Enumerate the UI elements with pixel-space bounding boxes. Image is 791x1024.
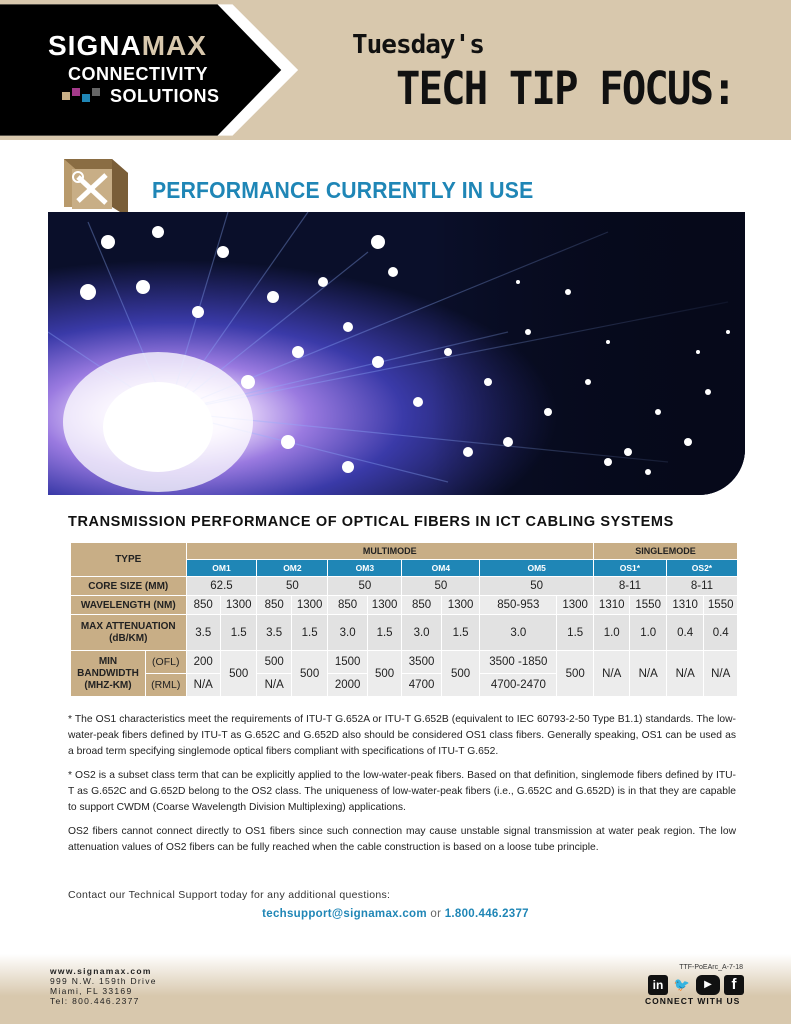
table-cell: 3.0: [480, 615, 557, 651]
table-cell: 8-11: [666, 577, 737, 596]
table-cell: 1.5: [291, 615, 327, 651]
table-cell: N/A: [630, 651, 666, 697]
table-cell: N/A: [186, 674, 220, 697]
table-row-attenuation: [71, 615, 738, 651]
class-header-os1: OS1*: [593, 560, 666, 577]
class-header-om2: OM2: [257, 560, 328, 577]
logo-square-icon: [62, 92, 70, 100]
table-cell: 500: [257, 651, 291, 674]
row-label-ofl: (OFL): [145, 651, 186, 674]
note-os2: * OS2 is a subset class term that can be explicitly applied to the low-water-peak fibers. Based on that definition, singlemode fibers defined by ITU-T as G.652C and G.652D belong to the OS2 class. The uniqueness of low-water-peak fibers (i.e., G.652C and G.652D) is in that they are capable to support CWDM (Coarse Wavelength Division Multiplexing) applications.: [68, 770, 736, 813]
table-cell: 850: [402, 596, 442, 615]
fiber-performance-table: [70, 542, 738, 697]
table-cell: 4700-2470: [480, 674, 557, 697]
note-os2-connection: OS2 fibers cannot connect directly to OS1 fibers since such connection may cause unstable signal transmission at water peak region. The low attenuation values of OS2 fibers can be fully reached when the cable construction is based on a loose tube principle.: [68, 826, 736, 853]
table-cell: 50: [257, 577, 328, 596]
page-header: [0, 0, 791, 140]
table-cell: N/A: [666, 651, 703, 697]
class-header-om5: OM5: [480, 560, 594, 577]
table-cell: 500: [557, 651, 594, 697]
support-phone-link[interactable]: 1.800.446.2377: [444, 908, 529, 920]
table-cell: 500: [367, 651, 401, 697]
table-title: TRANSMISSION PERFORMANCE OF OPTICAL FIBERS IN ICT CABLING SYSTEMS: [68, 514, 674, 530]
contact-or: or: [430, 908, 442, 920]
table-cell: 1.5: [441, 615, 480, 651]
table-cell: 1300: [291, 596, 327, 615]
logo-square-icon: [92, 88, 100, 96]
table-cell: 1300: [367, 596, 401, 615]
table-cell: 2000: [328, 674, 368, 697]
table-cell: 62.5: [186, 577, 257, 596]
table-cell: 1.5: [557, 615, 594, 651]
table-row-bandwidth-ofl: [71, 651, 738, 674]
table-cell: 850: [257, 596, 291, 615]
table-cell: N/A: [704, 651, 738, 697]
contact-text: Contact our Technical Support today for any additional questions:: [68, 889, 391, 901]
brand-sub-connectivity: CONNECTIVITY: [68, 64, 209, 84]
row-label-bandwidth: MIN BANDWIDTH (MHZ-KM): [71, 651, 146, 697]
table-cell: 1.0: [593, 615, 629, 651]
footnotes: [68, 712, 736, 864]
table-cell: 1500: [328, 651, 368, 674]
table-cell: 850: [186, 596, 220, 615]
contact-links: [0, 908, 791, 920]
table-cell: 850-953: [480, 596, 557, 615]
singlemode-header: SINGLEMODE: [593, 543, 737, 560]
row-label-core: CORE SIZE (MM): [71, 577, 187, 596]
class-header-om1: OM1: [186, 560, 257, 577]
type-header: TYPE: [71, 543, 187, 577]
address-street: 999 N.W. 159th Drive: [50, 976, 157, 986]
table-cell: 500: [220, 651, 256, 697]
table-cell: N/A: [257, 674, 291, 697]
table-cell: 1.5: [220, 615, 256, 651]
table-cell: 1550: [704, 596, 738, 615]
table-cell: 850: [328, 596, 368, 615]
linkedin-icon[interactable]: in: [648, 975, 668, 995]
document-id: TTF-PoEArc_A-7-18: [679, 964, 743, 971]
class-header-om4: OM4: [402, 560, 480, 577]
class-header-om3: OM3: [328, 560, 402, 577]
row-label-rml: (RML): [145, 674, 186, 697]
table-cell: 200: [186, 651, 220, 674]
table-cell: 3500: [402, 651, 442, 674]
support-email-link[interactable]: techsupport@signamax.com: [262, 908, 427, 920]
table-cell: 1300: [557, 596, 594, 615]
table-cell: 8-11: [593, 577, 666, 596]
table-cell: 3.0: [328, 615, 368, 651]
table-cell: 0.4: [704, 615, 738, 651]
youtube-icon[interactable]: ▶: [696, 975, 720, 995]
multimode-header: MULTIMODE: [186, 543, 593, 560]
footer-address: [50, 966, 157, 1006]
table-cell: 3.5: [186, 615, 220, 651]
table-cell: 3.5: [257, 615, 291, 651]
table-cell: 1310: [666, 596, 703, 615]
connect-with-us: CONNECT WITH US: [645, 996, 741, 1006]
logo-square-icon: [82, 94, 90, 102]
table-cell: 1.5: [367, 615, 401, 651]
table-cell: 1300: [441, 596, 480, 615]
row-label-wavelength: WAVELENGTH (NM): [71, 596, 187, 615]
facebook-icon[interactable]: f: [724, 975, 744, 995]
table-cell: 1.0: [630, 615, 666, 651]
table-cell: N/A: [593, 651, 629, 697]
class-header-os2: OS2*: [666, 560, 737, 577]
table-cell: 50: [480, 577, 594, 596]
table-cell: 500: [291, 651, 327, 697]
address-city: Miami, FL 33169: [50, 986, 133, 996]
table-row-wavelength: [71, 596, 738, 615]
twitter-icon[interactable]: 🐦: [673, 977, 691, 992]
note-os1: * The OS1 characteristics meet the requirements of ITU-T G.652A or ITU-T G.652B (equivalent to IEC 60793-2-50 Type B1.1) standards. The low-water-peak fibers defined by ITU-T as G.652C and G.652D also should be considered OS1 class fibers. Generally speaking, OS1 can be used as a broad term specifying singlemode optical fibers compliant with specifications of ITU-T G.652.: [68, 714, 736, 757]
social-links: [648, 975, 742, 995]
fiber-optic-hero-image: [48, 212, 745, 495]
logo-square-icon: [72, 88, 80, 96]
table-cell: 50: [402, 577, 480, 596]
table-row-core: [71, 577, 738, 596]
website-link[interactable]: www.signamax.com: [50, 966, 152, 976]
section-title: PERFORMANCE CURRENTLY IN USE: [152, 177, 534, 203]
brand-logo[interactable]: SIGNAMAX: [48, 30, 207, 61]
table-cell: 4700: [402, 674, 442, 697]
table-cell: 1300: [220, 596, 256, 615]
brand-sub-solutions: SOLUTIONS: [110, 86, 220, 106]
address-tel: Tel: 800.446.2377: [50, 996, 140, 1006]
table-cell: 0.4: [666, 615, 703, 651]
row-label-attenuation: MAX ATTENUATION (dB/KM): [71, 615, 187, 651]
table-cell: 50: [328, 577, 402, 596]
table-cell: 1550: [630, 596, 666, 615]
header-day: Tuesday's: [352, 30, 484, 60]
table-cell: 3.0: [402, 615, 442, 651]
table-cell: 1310: [593, 596, 629, 615]
table-cell: 3500 -1850: [480, 651, 557, 674]
header-title: TECH TIP FOCUS:: [396, 62, 735, 115]
table-cell: 500: [441, 651, 480, 697]
